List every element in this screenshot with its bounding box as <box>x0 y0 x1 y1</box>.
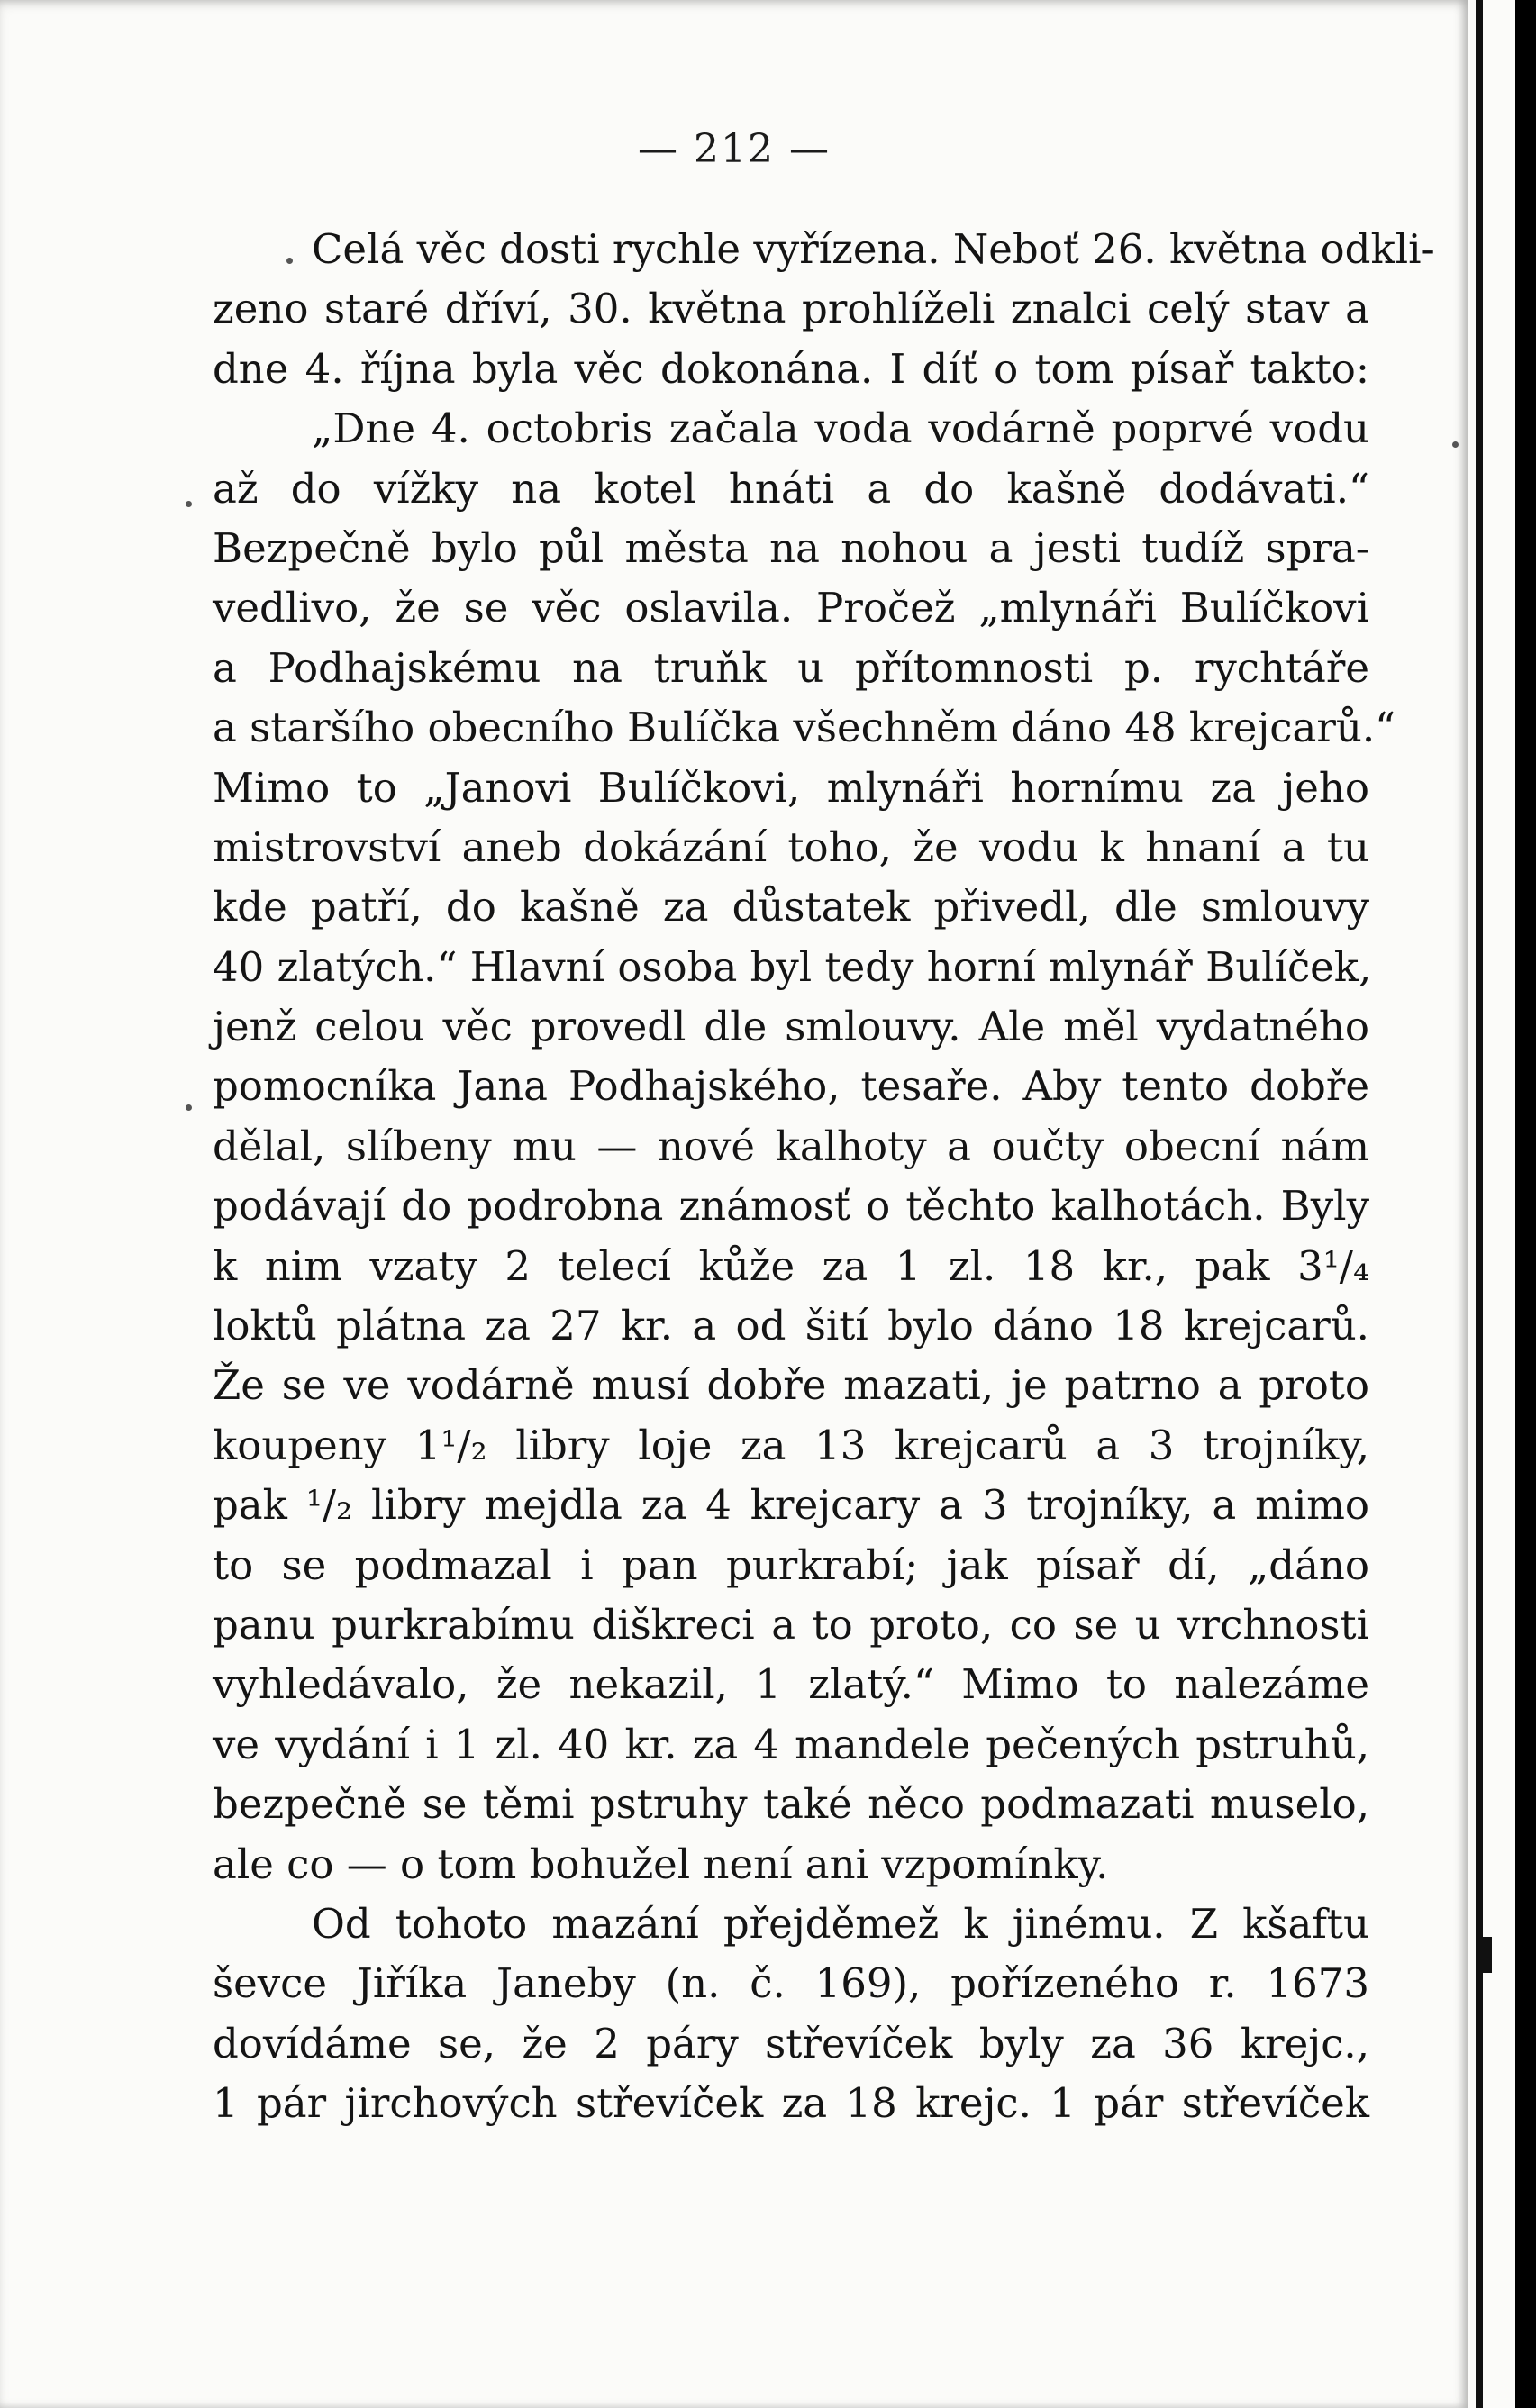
text-line: bezpečně se těmi pstruhy také něco podmazati muselo, <box>213 1780 1369 1829</box>
scan-speck <box>1452 441 1459 448</box>
text-line: loktů plátna za 27 kr. a od šití bylo dáno 18 krejcarů. <box>213 1302 1369 1350</box>
text-line: jenž celou věc provedl dle smlouvy. Ale měl vydatného <box>213 1003 1369 1051</box>
page-text <box>213 220 1435 2134</box>
text-line: mistrovství aneb dokázání toho, že vodu k hnaní a tu <box>213 822 1369 871</box>
text-line: vedlivo, že se věc oslavila. Pročež „mlynáři Bulíčkovi <box>213 584 1369 632</box>
text-line: Že se ve vodárně musí dobře mazati, je patrno a proto <box>213 1361 1369 1410</box>
text-line: zeno staré dříví, 30. května prohlíželi znalci celý stav a <box>213 285 1369 333</box>
text-line: vyhledávalo, že nekazil, 1 zlatý.“ Mimo to nalezáme <box>213 1660 1369 1709</box>
text-line: to se podmazal i pan purkrabí; jak písař dí, „dáno <box>213 1540 1369 1589</box>
text-line: panu purkrabímu diškreci a to proto, co se u vrchnosti <box>213 1600 1369 1649</box>
text-line: Od tohoto mazání přejděmež k jinému. Z kšaftu <box>312 1899 1369 1948</box>
text-line: a staršího obecního Bulíčka všechněm dáno 48 krejcarů.“ <box>213 704 1396 752</box>
text-line: koupeny 1¹/₂ libry loje za 13 krejcarů a 3 trojníky, <box>213 1421 1369 1469</box>
text-line: pomocníka Jana Podhajského, tesaře. Aby tento dobře <box>213 1062 1369 1111</box>
text-line: k nim vzaty 2 telecí kůže za 1 zl. 18 kr., pak 3¹/₄ <box>213 1241 1369 1290</box>
scan-speck <box>186 1104 192 1111</box>
text-line: a Podhajskému na truňk u přítomnosti p. rychtáře <box>213 643 1369 692</box>
page-number: — 212 — <box>638 126 831 172</box>
text-line: dovídáme se, že 2 páry střevíček byly za 36 krejc., <box>213 2019 1369 2067</box>
text-line: ale co — o tom bohužel není ani vzpomínky. <box>213 1840 1109 1888</box>
scan-speck <box>286 258 293 264</box>
text-line: Mimo to „Janovi Bulíčkovi, mlynáři hornímu za jeho <box>213 763 1369 812</box>
binding-line <box>1476 0 1483 2408</box>
text-line: dělal, slíbeny mu — nové kalhoty a oučty obecní nám <box>213 1122 1369 1170</box>
binding-edge <box>1468 0 1536 2408</box>
text-line: 1 pár jirchových střevíček za 18 krejc. 1 pár střevíček <box>213 2079 1369 2128</box>
text-line: Bezpečně bylo půl města na nohou a jesti tudíž spra- <box>213 523 1369 572</box>
scan-speck <box>186 501 192 507</box>
binding-notch <box>1479 1937 1492 1973</box>
text-line: kde patří, do kašně za důstatek přivedl, dle smlouvy <box>213 883 1369 931</box>
text-line: podávají do podrobna známosť o těchto kalhotách. Byly <box>213 1182 1369 1231</box>
text-line: dne 4. října byla věc dokonána. I díť o tom písař takto: <box>213 344 1369 393</box>
binding-shadow <box>1515 0 1536 2408</box>
text-line: ve vydání i 1 zl. 40 kr. za 4 mandele pečených pstruhů, <box>213 1720 1369 1768</box>
text-line: Celá věc dosti rychle vyřízena. Neboť 26. května odkli- <box>312 225 1435 273</box>
text-line: pak ¹/₂ libry mejdla za 4 krejcary a 3 trojníky, a mimo <box>213 1481 1369 1530</box>
text-line: ševce Jiříka Janeby (n. č. 169), pořízeného r. 1673 <box>213 1959 1369 2008</box>
text-line: „Dne 4. octobris začala voda vodárně poprvé vodu <box>312 404 1369 453</box>
text-line: až do vížky na kotel hnáti a do kašně dodávati.“ <box>213 464 1369 513</box>
text-line: 40 zlatých.“ Hlavní osoba byl tedy horní mlynář Bulíček, <box>213 942 1372 991</box>
